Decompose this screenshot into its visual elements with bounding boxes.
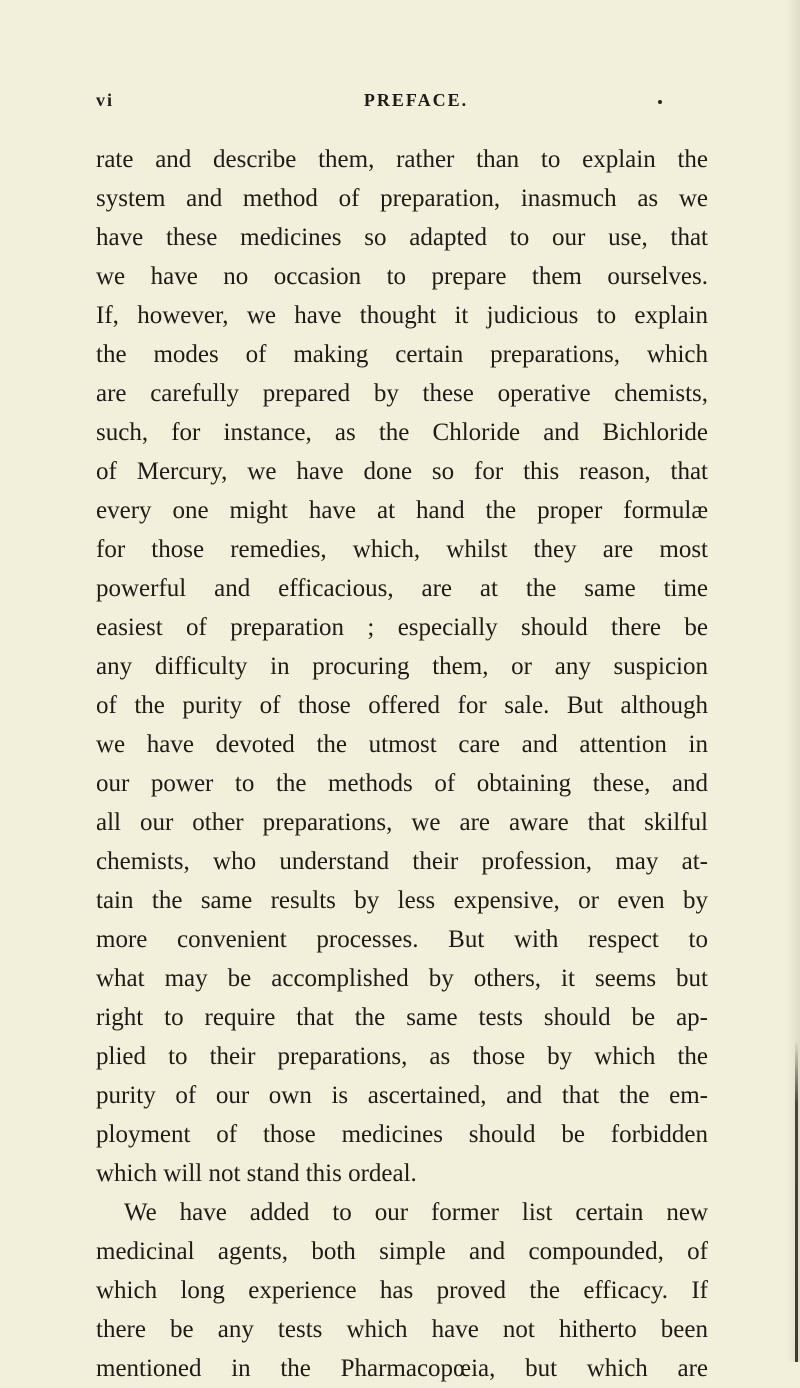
- text-line: of the purity of those offered for sale. But although: [96, 692, 708, 719]
- text-line: there be any tests which have not hitherto been: [96, 1316, 708, 1343]
- running-head: [96, 90, 736, 114]
- text-line: mentioned in the Pharmacopœia, but which are: [96, 1355, 708, 1382]
- text-line: ployment of those medicines should be forbidden: [96, 1121, 708, 1148]
- text-line: we have devoted the utmost care and attention in: [96, 731, 708, 758]
- stray-dot: [658, 100, 662, 104]
- text-line: what may be accomplished by others, it seems but: [96, 965, 708, 992]
- text-line: easiest of preparation ; especially should there be: [96, 614, 708, 641]
- text-line: such, for instance, as the Chloride and Bichloride: [96, 419, 708, 446]
- page-edge-line: [795, 1040, 798, 1362]
- text-line: If, however, we have thought it judicious to explain: [96, 302, 708, 329]
- text-line: purity of our own is ascertained, and that the em-: [96, 1082, 708, 1109]
- text-line: tain the same results by less expensive, or even by: [96, 887, 708, 914]
- text-line: all our other preparations, we are aware that skilful: [96, 809, 708, 836]
- page-number: vi: [96, 90, 115, 110]
- text-line: right to require that the same tests should be ap-: [96, 1004, 708, 1031]
- text-line: the modes of making certain preparations, which: [96, 341, 708, 368]
- text-line: rate and describe them, rather than to explain the: [96, 146, 708, 173]
- text-line: medicinal agents, both simple and compounded, of: [96, 1238, 708, 1265]
- body-text: [96, 140, 708, 1388]
- text-line: have these medicines so adapted to our use, that: [96, 224, 708, 251]
- text-line: we have no occasion to prepare them ourselves.: [96, 263, 708, 290]
- text-line: of Mercury, we have done so for this reason, that: [96, 458, 708, 485]
- text-line: system and method of preparation, inasmuch as we: [96, 185, 708, 212]
- text-line: more convenient processes. But with respect to: [96, 926, 708, 953]
- running-title: PREFACE.: [363, 90, 469, 110]
- text-line: We have added to our former list certain new: [124, 1199, 708, 1226]
- text-line: for those remedies, which, whilst they are most: [96, 536, 708, 563]
- text-line: powerful and efficacious, are at the same time: [96, 575, 708, 602]
- text-line: are carefully prepared by these operative chemists,: [96, 380, 708, 407]
- text-line: chemists, who understand their profession, may at-: [96, 848, 708, 875]
- text-line: which will not stand this ordeal.: [96, 1160, 417, 1187]
- text-line: plied to their preparations, as those by which the: [96, 1043, 708, 1070]
- text-line: which long experience has proved the efficacy. If: [96, 1277, 708, 1304]
- text-line: our power to the methods of obtaining these, and: [96, 770, 708, 797]
- text-line: any difficulty in procuring them, or any suspicion: [96, 653, 708, 680]
- text-line: every one might have at hand the proper formulæ: [96, 497, 708, 524]
